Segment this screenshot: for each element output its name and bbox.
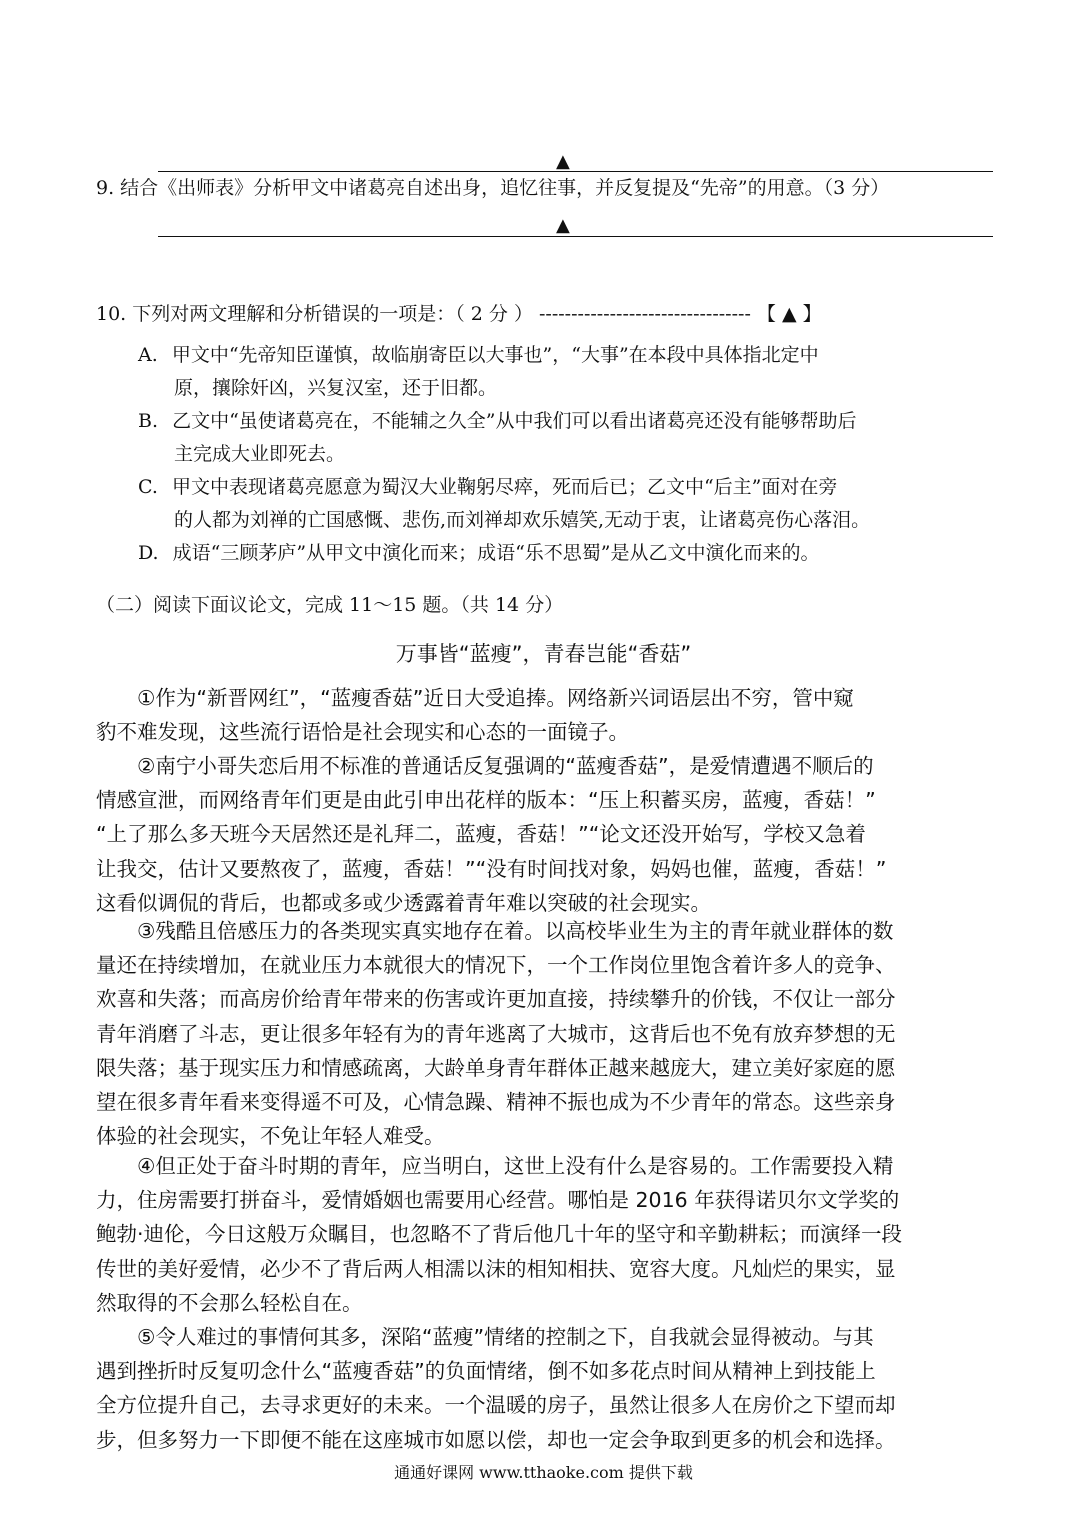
option-text: 乙文中“虽使诸葛亮在，不能辅之久全”从中我们可以看出诸葛亮还没有能够帮助后 (172, 410, 857, 432)
footer-source: 通通好课网 www.tthaoke.com 提供下载 (394, 1463, 693, 1482)
question-10-options (138, 339, 998, 570)
answer-marker-bottom: ▲ (556, 215, 570, 236)
paragraph-line: 让我交，估计又要熬夜了，蓝瘦，香菇！”“没有时间找对象，妈妈也催，蓝瘦，香菇！” (96, 856, 887, 881)
option-text: 甲文中表现诸葛亮愿意为蜀汉大业鞠躬尽瘁，死而后已；乙文中“后主”面对在旁 (171, 476, 838, 498)
section-heading: （二）阅读下面议论文，完成 11～15 题。（共 14 分） (96, 594, 564, 616)
option-a (138, 339, 998, 405)
essay-title: 万事皆“蓝瘦”，青春岂能“香菇” (395, 642, 692, 666)
paragraph-line: 全方位提升自己，去寻求更好的未来。一个温暖的房子，虽然让很多人在房价之下望而却 (96, 1393, 896, 1418)
option-text: 成语“三顾茅庐”从甲文中演化而来；成语“乐不思蜀”是从乙文中演化而来的。 (172, 542, 820, 564)
option-text: 甲文中“先帝知臣谨慎，故临崩寄臣以大事也”，“大事”在本段中具体指北定中 (171, 344, 819, 366)
option-d (138, 537, 998, 570)
paragraph-line: ⑤令人难过的事情何其多，深陷“蓝瘦”情绪的控制之下，自我就会显得被动。与其 (137, 1325, 874, 1349)
paragraph-line: 量还在持续增加，在就业压力本就很大的情况下，一个工作岗位里饱含着许多人的竞争、 (96, 953, 896, 978)
paragraph-line: 传世的美好爱情，必少不了背后两人相濡以沫的相知相扶、宽容大度。凡灿烂的果实，显 (96, 1256, 896, 1281)
answer-line-bottom (158, 236, 993, 237)
paragraph-line: ②南宁小哥失恋后用不标准的普通话反复强调的“蓝瘦香菇”，是爱情遭遇不顺后的 (137, 754, 874, 778)
question-10-stem: 10. 下列对两文理解和分析错误的一项是：（ 2 分 ） --------------------------------- 【 ▲ 】 (96, 303, 822, 325)
option-label: A. (138, 344, 158, 366)
paragraph-line: ③残酷且倍感压力的各类现实真实地存在着。以高校毕业生为主的青年就业群体的数 (137, 919, 894, 943)
paragraph-line: ①作为“新晋网红”，“蓝瘦香菇”近日大受追捧。网络新兴词语层出不穷，管中窥 (137, 686, 854, 710)
paragraph-line: 豹不难发现，这些流行语恰是社会现实和心态的一面镜子。 (96, 720, 629, 745)
option-c (138, 471, 998, 537)
paragraph-line: “上了那么多天班今天居然还是礼拜二，蓝瘦，香菇！”“论文还没开始写，学校又急着 (96, 822, 866, 847)
paragraph-line: 然取得的不会那么轻松自在。 (96, 1290, 363, 1315)
question-9: 9. 结合《出师表》分析甲文中诸葛亮自述出身，追忆往事，并反复提及“先帝”的用意。（3 分） (96, 177, 890, 199)
option-text: 的人都为刘禅的亡国感慨、悲伤,而刘禅却欢乐嬉笑,无动于衷，让诸葛亮伤心落泪。 (174, 509, 871, 531)
paragraph-line: 体验的社会现实，不免让年轻人难受。 (96, 1124, 445, 1149)
paragraph-line: 欢喜和失落；而高房价给青年带来的伤害或许更加直接，持续攀升的价钱，不仅让一部分 (96, 987, 896, 1012)
option-label: C. (138, 476, 158, 498)
paragraph-line: 步，但多努力一下即便不能在这座城市如愿以偿，却也一定会争取到更多的机会和选择。 (96, 1427, 896, 1452)
paragraph-1 (96, 681, 993, 749)
paragraph-2 (96, 749, 993, 920)
paragraph-5 (96, 1320, 993, 1457)
paragraph-line: 青年消磨了斗志，更让很多年轻有为的青年逃离了大城市，这背后也不免有放弃梦想的无 (96, 1021, 896, 1046)
option-b (138, 405, 998, 471)
paragraph-3 (96, 914, 993, 1153)
option-label: B. (138, 410, 159, 432)
paragraph-line: 限失落；基于现实压力和情感疏离，大龄单身青年群体正越来越庞大，建立美好家庭的愿 (96, 1055, 896, 1080)
paragraph-line: 力，住房需要打拼奋斗，爱情婚姻也需要用心经营。哪怕是 2016 年获得诺贝尔文学奖的 (96, 1188, 900, 1213)
paragraph-line: 望在很多青年看来变得遥不可及，心情急躁、精神不振也成为不少青年的常态。这些亲身 (96, 1090, 896, 1115)
option-text: 原，攘除奸凶，兴复汉室，还于旧都。 (174, 377, 498, 399)
paragraph-line: 遇到挫折时反复叨念什么“蓝瘦香菇”的负面情绪，倒不如多花点时间从精神上到技能上 (96, 1359, 876, 1384)
paragraph-4 (96, 1149, 993, 1320)
paragraph-line: 这看似调侃的背后，也都或多或少透露着青年难以突破的社会现实。 (96, 890, 711, 915)
paragraph-line: 情感宣泄，而网络青年们更是由此引申出花样的版本：“压上积蓄买房，蓝瘦，香菇！” (96, 788, 876, 813)
paragraph-line: ④但正处于奋斗时期的青年，应当明白，这世上没有什么是容易的。工作需要投入精 (137, 1154, 894, 1178)
option-text: 主完成大业即死去。 (174, 443, 346, 465)
answer-line-top (158, 171, 993, 172)
paragraph-line: 鲍勃·迪伦，今日这般万众瞩目，也忽略不了背后他几十年的坚守和辛勤耕耘；而演绎一段 (96, 1222, 903, 1247)
answer-marker-top: ▲ (556, 151, 570, 172)
option-label: D. (138, 542, 159, 564)
